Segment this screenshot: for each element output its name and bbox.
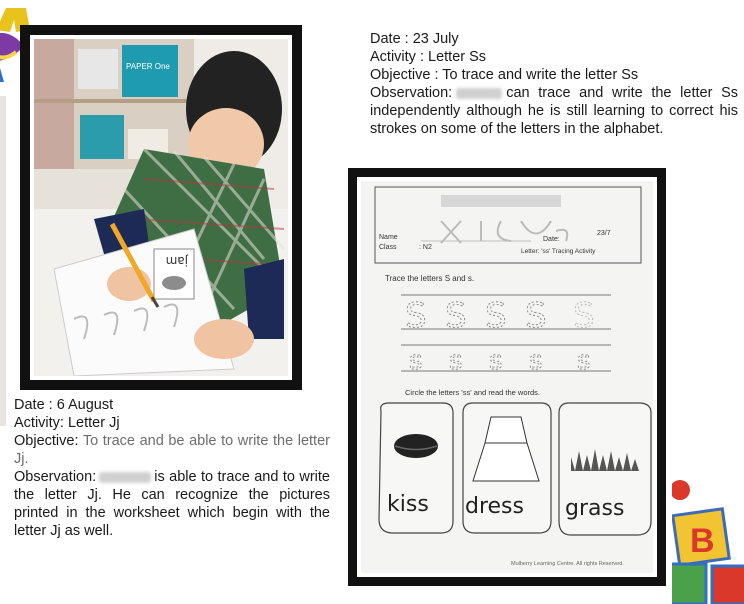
ws-word-dress: dress bbox=[465, 494, 524, 519]
ws-card-kiss bbox=[379, 403, 453, 533]
ws-name-label: Name bbox=[379, 234, 398, 241]
redacted-name bbox=[99, 472, 151, 483]
ws-upper-s: S bbox=[405, 296, 427, 336]
top-objective-label: Objective : bbox=[370, 67, 439, 83]
ws-lower-s: s bbox=[489, 346, 503, 376]
child-writing-photo bbox=[34, 39, 288, 376]
top-activity: Activity : Letter Ss bbox=[370, 49, 487, 65]
worksheet-photo bbox=[361, 181, 653, 573]
ws-date-value: 23/7 bbox=[597, 230, 611, 237]
bottom-observation bbox=[14, 468, 330, 540]
ws-card-grass bbox=[559, 403, 651, 535]
bottom-objective-text: To trace and be able to write the letter Jj. bbox=[14, 433, 330, 467]
ws-lower-s: s bbox=[529, 346, 543, 376]
ws-word-grass: grass bbox=[565, 496, 625, 521]
worksheet-photo-frame bbox=[348, 168, 666, 586]
bottom-observation-note bbox=[14, 396, 330, 540]
bottom-activity: Activity: Letter Jj bbox=[14, 415, 120, 431]
ws-letter-label: Letter: 'ss' Tracing Activity bbox=[521, 248, 596, 255]
side-border-decoration bbox=[0, 96, 6, 426]
alphabet-blocks-icon bbox=[672, 466, 744, 604]
top-objective-text: To trace and write the letter Ss bbox=[442, 67, 639, 83]
ws-footer: Mulberry Learning Centre. All rights Reserved. bbox=[511, 561, 624, 567]
ws-upper-s: S bbox=[485, 296, 507, 336]
bottom-date: Date : 6 August bbox=[14, 397, 114, 413]
top-observation bbox=[370, 84, 738, 138]
ws-lower-s: s bbox=[449, 346, 463, 376]
ws-trace-instruction: Trace the letters S and s. bbox=[385, 274, 475, 283]
bottom-objective-label: Objective: bbox=[14, 433, 79, 449]
paper-one-label: PAPER One bbox=[126, 62, 170, 71]
top-objective bbox=[370, 66, 738, 84]
block-letter-b: B bbox=[690, 522, 715, 560]
bottom-objective bbox=[14, 432, 330, 468]
photo-worksheet-word: jam bbox=[165, 254, 188, 268]
top-date: Date : 23 July bbox=[370, 31, 459, 47]
bottom-observation-text: is able to trace and to write the letter Jj. He can recognize the pictures printed in the worksheet which begin with the letter Jj as well. bbox=[14, 469, 330, 539]
ws-class-label: Class bbox=[379, 244, 397, 251]
ws-date-label: Date: bbox=[543, 236, 560, 243]
ws-upper-s: S bbox=[445, 296, 467, 336]
ws-word-kiss: kiss bbox=[387, 492, 429, 517]
ws-upper-s: S bbox=[525, 296, 547, 336]
top-observation-note bbox=[370, 30, 738, 138]
ws-card-dress bbox=[463, 403, 551, 533]
ws-upper-s: S bbox=[573, 296, 595, 336]
bottom-observation-label: Observation: bbox=[14, 469, 97, 485]
ws-circle-instruction: Circle the letters 'ss' and read the words. bbox=[405, 388, 541, 397]
lips-icon bbox=[394, 434, 438, 458]
top-observation-text: can trace and write the letter Ss independently although he is still learning to correct his strokes on some of the letters in the alphabet. bbox=[370, 85, 738, 137]
redacted-header bbox=[441, 195, 561, 207]
ws-lower-s: s bbox=[409, 346, 423, 376]
ws-class-value: : N2 bbox=[419, 244, 432, 251]
redacted-name bbox=[456, 88, 502, 99]
ws-lower-s: s bbox=[577, 346, 591, 376]
child-photo-frame bbox=[20, 25, 302, 390]
top-observation-label: Observation: bbox=[370, 85, 453, 101]
